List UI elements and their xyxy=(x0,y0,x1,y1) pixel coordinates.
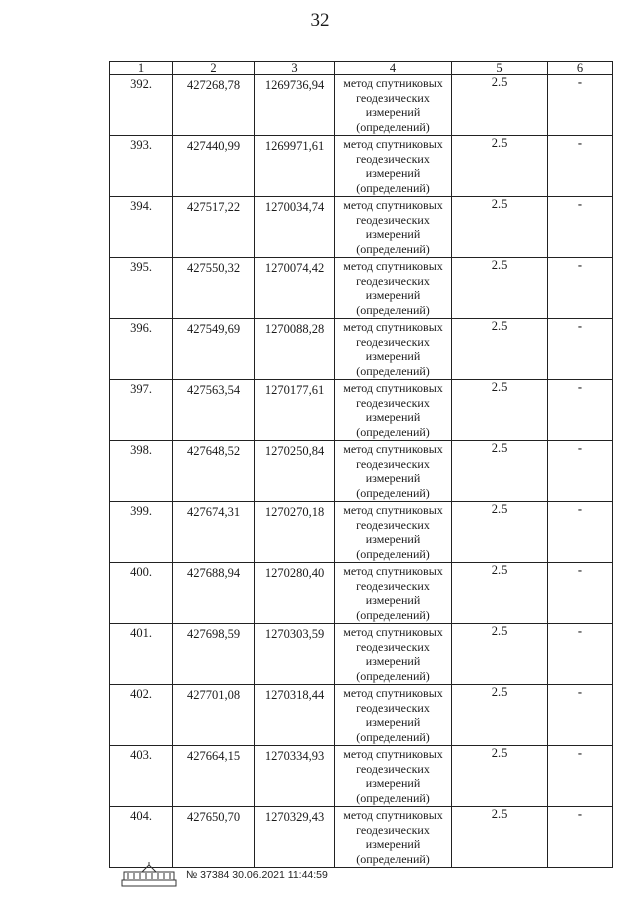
table-row xyxy=(110,136,613,197)
extra-cell: - xyxy=(548,624,613,685)
y-coordinate-cell: 1270034,74 xyxy=(255,197,335,258)
y-coordinate-cell: 1270074,42 xyxy=(255,258,335,319)
method-cell: метод спутниковых геодезических измерений (определений) xyxy=(335,441,452,502)
x-coordinate-cell: 427664,15 xyxy=(173,746,255,807)
accuracy-cell: 2.5 xyxy=(452,258,548,319)
extra-cell: - xyxy=(548,746,613,807)
row-number-cell: 395. xyxy=(110,258,173,319)
accuracy-cell: 2.5 xyxy=(452,197,548,258)
method-cell: метод спутниковых геодезических измерений (определений) xyxy=(335,258,452,319)
method-cell: метод спутниковых геодезических измерений (определений) xyxy=(335,502,452,563)
accuracy-cell: 2.5 xyxy=(452,441,548,502)
accuracy-cell: 2.5 xyxy=(452,746,548,807)
row-number-cell: 399. xyxy=(110,502,173,563)
extra-cell: - xyxy=(548,75,613,136)
y-coordinate-cell: 1270318,44 xyxy=(255,685,335,746)
x-coordinate-cell: 427648,52 xyxy=(173,441,255,502)
row-number-cell: 393. xyxy=(110,136,173,197)
row-number-cell: 392. xyxy=(110,75,173,136)
extra-cell: - xyxy=(548,197,613,258)
document-registration-stamp: № 37384 30.06.2021 11:44:59 xyxy=(186,869,328,881)
row-number-cell: 401. xyxy=(110,624,173,685)
method-cell: метод спутниковых геодезических измерений (определений) xyxy=(335,563,452,624)
page-number: 32 xyxy=(310,10,330,31)
table-row xyxy=(110,624,613,685)
x-coordinate-cell: 427440,99 xyxy=(173,136,255,197)
row-number-cell: 397. xyxy=(110,380,173,441)
accuracy-cell: 2.5 xyxy=(452,75,548,136)
x-coordinate-cell: 427268,78 xyxy=(173,75,255,136)
y-coordinate-cell: 1270270,18 xyxy=(255,502,335,563)
method-cell: метод спутниковых геодезических измерений (определений) xyxy=(335,75,452,136)
method-cell: метод спутниковых геодезических измерений (определений) xyxy=(335,807,452,868)
table-row xyxy=(110,258,613,319)
accuracy-cell: 2.5 xyxy=(452,380,548,441)
row-number-cell: 400. xyxy=(110,563,173,624)
coordinates-table xyxy=(109,61,613,868)
x-coordinate-cell: 427698,59 xyxy=(173,624,255,685)
x-coordinate-cell: 427550,32 xyxy=(173,258,255,319)
extra-cell: - xyxy=(548,441,613,502)
accuracy-cell: 2.5 xyxy=(452,136,548,197)
table-row xyxy=(110,685,613,746)
table-header-row xyxy=(110,62,613,75)
y-coordinate-cell: 1270088,28 xyxy=(255,319,335,380)
x-coordinate-cell: 427674,31 xyxy=(173,502,255,563)
method-cell: метод спутниковых геодезических измерений (определений) xyxy=(335,197,452,258)
method-cell: метод спутниковых геодезических измерений (определений) xyxy=(335,685,452,746)
accuracy-cell: 2.5 xyxy=(452,685,548,746)
y-coordinate-cell: 1270177,61 xyxy=(255,380,335,441)
method-cell: метод спутниковых геодезических измерений (определений) xyxy=(335,380,452,441)
table-row xyxy=(110,441,613,502)
extra-cell: - xyxy=(548,319,613,380)
y-coordinate-cell: 1269736,94 xyxy=(255,75,335,136)
row-number-cell: 398. xyxy=(110,441,173,502)
method-cell: метод спутниковых геодезических измерений (определений) xyxy=(335,746,452,807)
table-row xyxy=(110,319,613,380)
accuracy-cell: 2.5 xyxy=(452,563,548,624)
row-number-cell: 394. xyxy=(110,197,173,258)
method-cell: метод спутниковых геодезических измерений (определений) xyxy=(335,319,452,380)
row-number-cell: 404. xyxy=(110,807,173,868)
extra-cell: - xyxy=(548,258,613,319)
table-row xyxy=(110,197,613,258)
extra-cell: - xyxy=(548,807,613,868)
x-coordinate-cell: 427549,69 xyxy=(173,319,255,380)
accuracy-cell: 2.5 xyxy=(452,807,548,868)
y-coordinate-cell: 1270280,40 xyxy=(255,563,335,624)
table-row xyxy=(110,75,613,136)
table-row xyxy=(110,563,613,624)
extra-cell: - xyxy=(548,136,613,197)
x-coordinate-cell: 427563,54 xyxy=(173,380,255,441)
row-number-cell: 396. xyxy=(110,319,173,380)
document-footer xyxy=(120,862,328,888)
table-row xyxy=(110,380,613,441)
row-number-cell: 403. xyxy=(110,746,173,807)
row-number-cell: 402. xyxy=(110,685,173,746)
extra-cell: - xyxy=(548,685,613,746)
y-coordinate-cell: 1270250,84 xyxy=(255,441,335,502)
header-cell: 5 xyxy=(452,62,548,75)
header-cell: 3 xyxy=(255,62,335,75)
accuracy-cell: 2.5 xyxy=(452,624,548,685)
header-cell: 6 xyxy=(548,62,613,75)
accuracy-cell: 2.5 xyxy=(452,502,548,563)
extra-cell: - xyxy=(548,502,613,563)
x-coordinate-cell: 427701,08 xyxy=(173,685,255,746)
extra-cell: - xyxy=(548,563,613,624)
y-coordinate-cell: 1270303,59 xyxy=(255,624,335,685)
parliament-building-icon xyxy=(120,862,178,888)
table-row xyxy=(110,746,613,807)
y-coordinate-cell: 1270334,93 xyxy=(255,746,335,807)
method-cell: метод спутниковых геодезических измерений (определений) xyxy=(335,136,452,197)
x-coordinate-cell: 427517,22 xyxy=(173,197,255,258)
extra-cell: - xyxy=(548,380,613,441)
x-coordinate-cell: 427650,70 xyxy=(173,807,255,868)
y-coordinate-cell: 1270329,43 xyxy=(255,807,335,868)
header-cell: 2 xyxy=(173,62,255,75)
header-cell: 4 xyxy=(335,62,452,75)
table-row xyxy=(110,807,613,868)
table-row xyxy=(110,502,613,563)
accuracy-cell: 2.5 xyxy=(452,319,548,380)
method-cell: метод спутниковых геодезических измерений (определений) xyxy=(335,624,452,685)
y-coordinate-cell: 1269971,61 xyxy=(255,136,335,197)
header-cell: 1 xyxy=(110,62,173,75)
x-coordinate-cell: 427688,94 xyxy=(173,563,255,624)
